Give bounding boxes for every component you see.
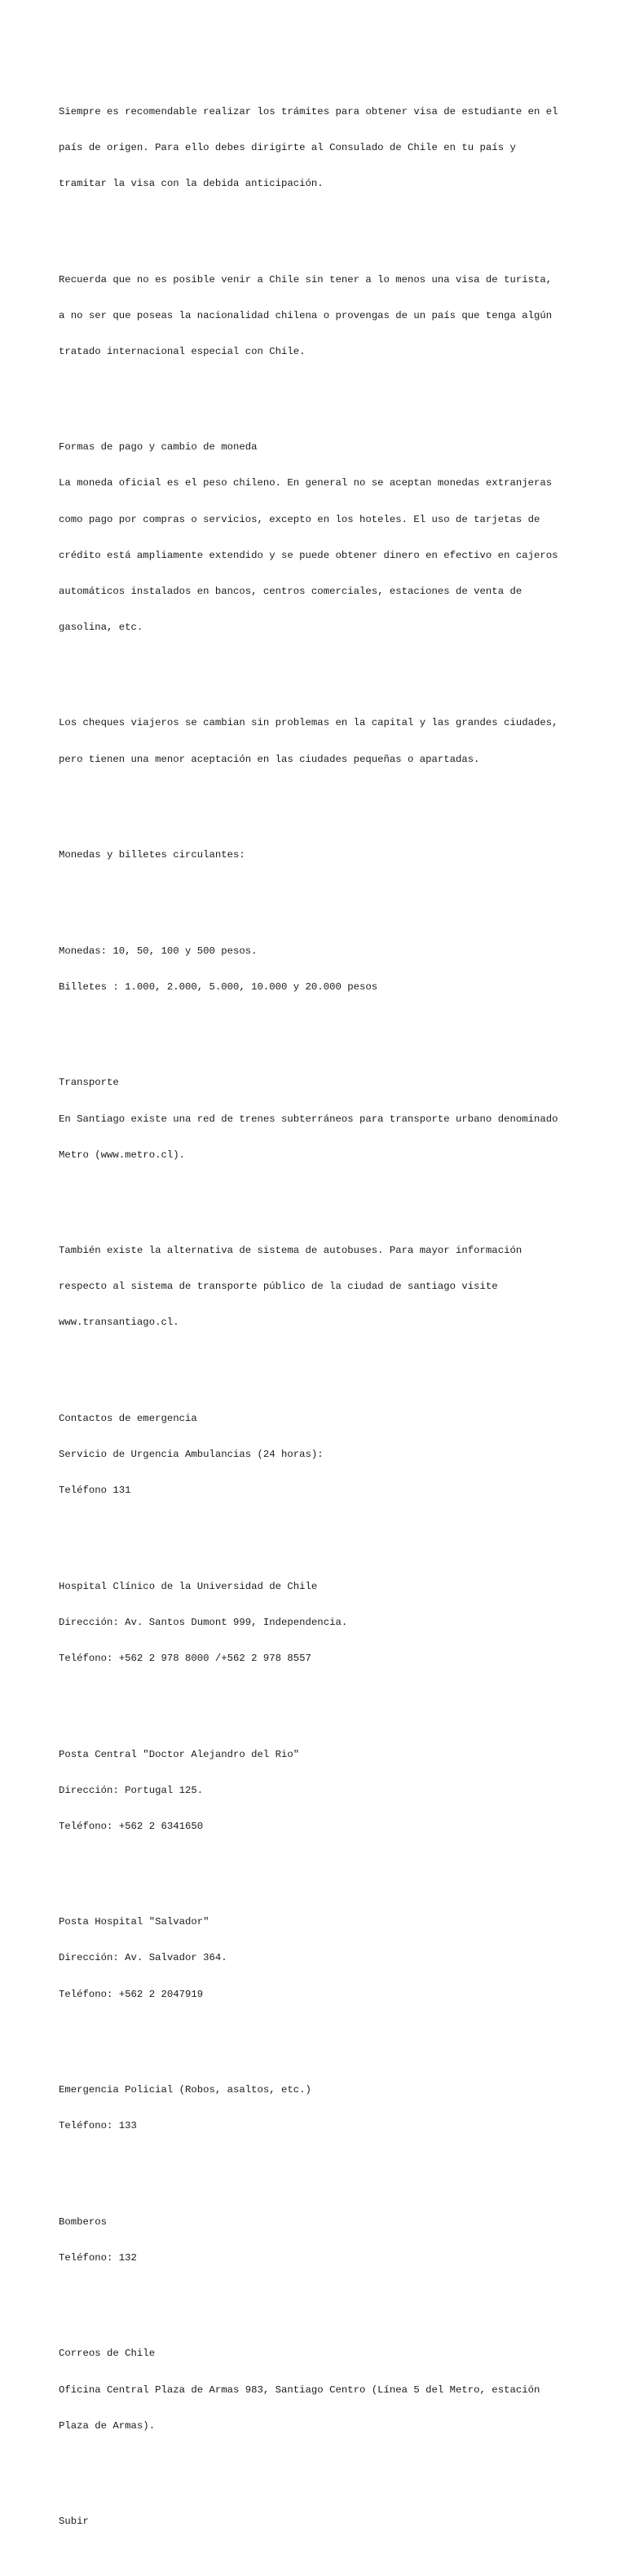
paragraph-payment <box>59 418 580 657</box>
paragraph-tourist-visa <box>59 250 580 382</box>
text-line: crédito está ampliamente extendido y se puede obtener dinero en efectivo en cajeros <box>59 549 558 561</box>
text-line: Teléfono: +562 2 978 8000 /+562 2 978 8557 <box>59 1652 311 1664</box>
text-line: respecto al sistema de transporte público de la ciudad de santiago visite <box>59 1281 498 1293</box>
text-line: Monedas: 10, 50, 100 y 500 pesos. <box>59 945 258 957</box>
text-line: a no ser que poseas la nacionalidad chilena o provengas de un país que tenga algún <box>59 309 553 321</box>
back-to-top-text: Subir <box>59 2516 89 2528</box>
paragraph-emergency-contacts <box>59 1389 580 1521</box>
text-line: pero tienen una menor aceptación en las ciudades pequeñas o apartadas. <box>59 753 480 765</box>
text-line: como pago por compras o servicios, excepto en los hoteles. El uso de tarjetas de <box>59 513 540 525</box>
text-line: Dirección: Portugal 125. <box>59 1784 204 1796</box>
text-line: Siempre es recomendable realizar los trámites para obtener visa de estudiante en el <box>59 105 558 117</box>
paragraph-police <box>59 2060 580 2157</box>
section-heading: Contactos de emergencia <box>59 1412 197 1424</box>
text-line: Bomberos <box>59 2215 108 2228</box>
text-line: En Santiago existe una red de trenes subterráneos para transporte urbano denominado <box>59 1113 558 1125</box>
text-line: También existe la alternativa de sistema de autobuses. Para mayor información <box>59 1245 522 1257</box>
paragraph-firefighters <box>59 2192 580 2288</box>
text-line: gasolina, etc. <box>59 621 143 633</box>
text-line: www.transantiago.cl. <box>59 1317 179 1329</box>
text-line: Billetes : 1.000, 2.000, 5.000, 10.000 y 20.000 pesos <box>59 980 378 993</box>
text-line: Monedas y billetes circulantes: <box>59 849 245 861</box>
text-line: Teléfono: 132 <box>59 2251 137 2264</box>
text-line: Recuerda que no es posible venir a Chile sin tener a lo menos una visa de turista, <box>59 273 553 285</box>
paragraph-currency-heading <box>59 825 580 886</box>
text-line: Teléfono: +562 2 6341650 <box>59 1820 204 1832</box>
text-line: Teléfono 131 <box>59 1485 131 1497</box>
section-heading: Transporte <box>59 1077 119 1089</box>
paragraph-post-office <box>59 2324 580 2456</box>
text-line: automáticos instalados en bancos, centros comerciales, estaciones de venta de <box>59 585 522 597</box>
paragraph-coins-bills <box>59 921 580 1017</box>
document-body <box>59 58 580 2576</box>
text-line: Dirección: Av. Salvador 364. <box>59 1952 227 1964</box>
text-line: Los cheques viajeros se cambian sin problemas en la capital y las grandes ciudades, <box>59 717 558 729</box>
text-line: Servicio de Urgencia Ambulancias (24 horas): <box>59 1449 324 1461</box>
text-line: país de origen. Para ello debes dirigirte al Consulado de Chile en tu país y <box>59 141 516 153</box>
section-heading: Formas de pago y cambio de moneda <box>59 441 258 454</box>
text-line: Emergencia Policial (Robos, asaltos, etc.) <box>59 2084 311 2096</box>
text-line: Dirección: Av. Santos Dumont 999, Independencia. <box>59 1616 348 1628</box>
text-line: tratado internacional especial con Chile. <box>59 345 306 357</box>
text-line: Metro (www.metro.cl). <box>59 1149 185 1161</box>
paragraph-posta-salvador <box>59 1892 580 2025</box>
text-line: Plaza de Armas). <box>59 2419 156 2432</box>
paragraph-buses <box>59 1221 580 1353</box>
paragraph-transport <box>59 1053 580 1185</box>
text-line: Hospital Clínico de la Universidad de Chile <box>59 1580 318 1592</box>
paragraph-travelers-checks <box>59 693 580 790</box>
text-line: Teléfono: 133 <box>59 2120 137 2132</box>
text-line: Posta Central "Doctor Alejandro del Rio" <box>59 1748 300 1760</box>
text-line: Teléfono: +562 2 2047919 <box>59 1988 204 2000</box>
text-line: La moneda oficial es el peso chileno. En general no se aceptan monedas extranjeras <box>59 477 553 489</box>
text-line: tramitar la visa con la debida anticipación. <box>59 178 324 189</box>
paragraph-back-to-top <box>59 2492 580 2552</box>
text-line: Oficina Central Plaza de Armas 983, Santiago Centro (Línea 5 del Metro, estación <box>59 2383 540 2396</box>
paragraph-hospital-clinico <box>59 1556 580 1689</box>
paragraph-posta-central <box>59 1724 580 1857</box>
paragraph-visa <box>59 82 580 214</box>
text-line: Correos de Chile <box>59 2348 156 2360</box>
text-line: Posta Hospital "Salvador" <box>59 1916 209 1928</box>
